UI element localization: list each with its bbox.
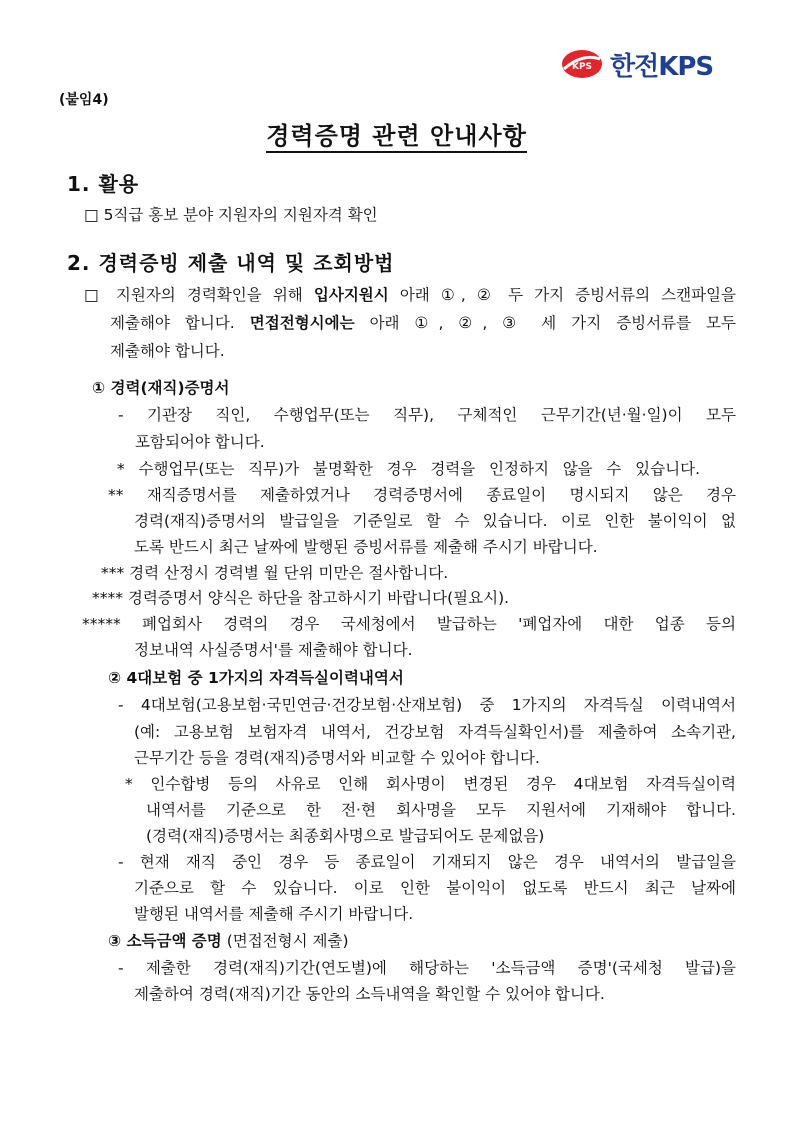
logo-text: 한전KPS <box>610 51 714 82</box>
item2-note: 내역서를 기준으로 한 전·현 회사명을 모두 지원서에 기재해야 합니다. <box>146 801 736 819</box>
item1-note: * 수행업무(또는 직무)가 불명확한 경우 경력을 인정하지 않을 수 있습니다. <box>117 460 700 478</box>
item3-title-note: (면접전형시 제출) <box>221 932 349 950</box>
section2-heading: 2. 경력증빙 제출 내역 및 조회방법 <box>67 251 395 275</box>
item2-desc-line: 발행된 내역서를 제출해 주시기 바랍니다. <box>134 905 414 923</box>
intro-line-2 <box>110 311 736 333</box>
item2-title: ② 4대보험 중 1가지의 자격득실이력내역서 <box>108 669 404 687</box>
item1-note: ** 재직증명서를 제출하였거나 경력증명서에 종료일이 명시되지 않은 경우 <box>108 486 736 504</box>
intro-line-1 <box>84 283 736 305</box>
kps-mark-icon <box>560 49 604 79</box>
page-title-text: 경력증명 관련 안내사항 <box>266 122 527 153</box>
item1-title: ① 경력(재직)증명서 <box>92 379 230 397</box>
intro-text: □ 지원자의 경력확인을 위해 <box>84 286 314 304</box>
attachment-label: (붙임4) <box>59 92 109 108</box>
item1-note: 도록 반드시 최근 날짜에 발행된 증빙서류를 제출해 주시기 바랍니다. <box>134 538 598 556</box>
item1-note: ***** 폐업회사 경력의 경우 국세청에서 발급하는 '폐업자에 대한 업종 등의 <box>82 615 736 633</box>
item2-note: * 인수합병 등의 사유로 인해 회사명이 변경된 경우 4대보험 자격득실이력 <box>125 775 736 793</box>
item2-desc-line: 근무기간 등을 경력(재직)증명서와 비교할 수 있어야 합니다. <box>134 749 540 767</box>
item2-desc-line: - 4대보험(고용보험·국민연금·건강보험·산재보험) 중 1가지의 자격득실 이력내역서 <box>118 696 736 714</box>
item3-desc-line: - 제출한 경력(재직)기간(연도별)에 해당하는 '소득금액 증명'(국세청 발급)을 <box>118 959 736 977</box>
item1-note: 경력(재직)증명서의 발급일을 기준일로 할 수 있습니다. 이로 인한 불이익이 없 <box>134 512 736 530</box>
item3-desc-line: 제출하여 경력(재직)기간 동안의 소득내역을 확인할 수 있어야 합니다. <box>134 985 605 1003</box>
item1-desc-line: - 기관장 직인, 수행업무(또는 직무), 구체적인 근무기간(년·월·일)이 모두 <box>118 406 736 424</box>
item3-title-row <box>108 929 349 951</box>
item1-note: 정보내역 사실증명서'를 제출해야 합니다. <box>134 641 413 659</box>
item2-desc-line: - 현재 재직 중인 경우 등 종료일이 기재되지 않은 경우 내역서의 발급일을 <box>118 853 736 871</box>
item1-note: *** 경력 산정시 경력별 월 단위 미만은 절사합니다. <box>101 564 449 582</box>
item2-desc-line: (예: 고용보험 보험자격 내역서, 건강보험 자격득실확인서)를 제출하여 소속기관, <box>134 723 736 741</box>
company-logo <box>560 44 713 84</box>
intro-text: 아래 ①, ② 두 가지 증빙서류의 스캔파일을 <box>388 286 736 304</box>
intro-bold: 입사지원시 <box>313 286 389 304</box>
item2-desc-line: 기준으로 할 수 있습니다. 이로 인한 불이익이 없도록 반드시 최근 날짜에 <box>134 879 736 897</box>
item2-note: (경력(재직)증명서는 최종회사명으로 발급되어도 문제없음) <box>146 827 545 845</box>
intro-bold: 면접전형시에는 <box>249 314 355 332</box>
intro-text: 아래 ①, ②, ③ 세 가지 증빙서류를 모두 <box>354 314 737 332</box>
intro-line-3: 제출해야 합니다. <box>110 342 225 360</box>
intro-text: 제출해야 합니다. <box>110 314 250 332</box>
item3-title: ③ 소득금액 증명 <box>108 932 222 950</box>
page-title <box>0 116 793 151</box>
kps-mark-text: KPS <box>571 62 593 72</box>
section1-heading: 1. 활용 <box>67 172 140 196</box>
item1-note: **** 경력증명서 양식은 하단을 참고하시기 바랍니다(필요시). <box>92 589 510 607</box>
section1-item: □ 5직급 홍보 분야 지원자의 지원자격 확인 <box>84 206 378 224</box>
item1-desc-line: 포함되어야 합니다. <box>135 433 265 451</box>
